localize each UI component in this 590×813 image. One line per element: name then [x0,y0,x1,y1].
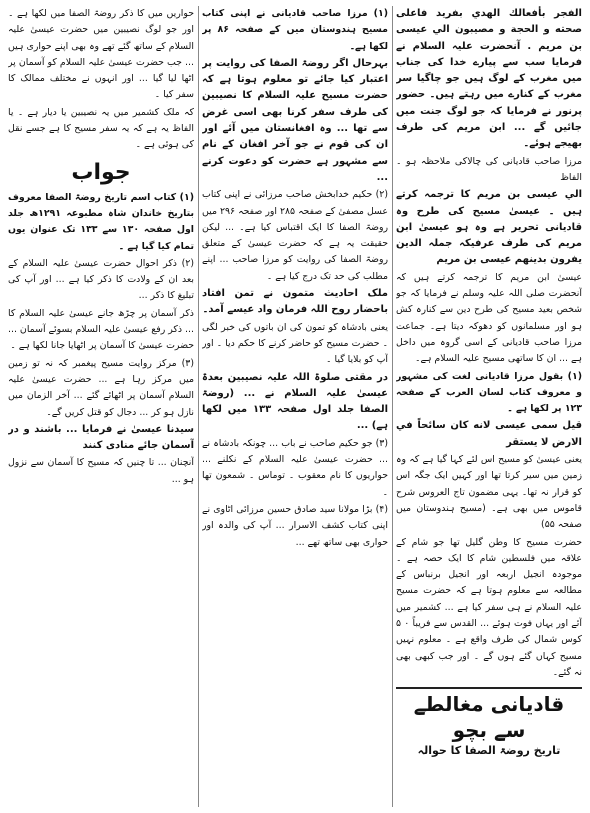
middle-para-7: (۳) جو حکیم صاحب نے باب ... چونکہ بادشاہ نے ... حضرت عیسیٰ علیہ السلام کے نکلنے ... حواریوں کا نام معقوب ۔ توماس ۔ شمعون تھا ۔ [202,437,388,498]
right-para-4: عیسیٰ ابن مریم کا ترجمہ کرتے ہیں کہ آنحضرت صلی اللہ علیہ وسلم نے فرمایا کہ جو شخص بعید مسیح کی طرح دین سے کنارہ کش ہو اور مسلمانوں کو دھوکہ دیتا ہے۔ جماعت مرزا صاحب قادیانی کے اسی گروہ میں داخل ہے ... ان کا ساتھی مسیح علیہ السلام ہے۔ [396,271,582,365]
middle-para-8: (۴) بڑا مولانا سید صادق حسین مرزائی اٹاوی نے اپنی کتاب کشف الاسرار ... آپ کی والدہ اور حواری بھی ساتھ تھے ... [202,503,388,548]
middle-para-6: در مقتی صلوۃ اللہ علیہ نصیبین بعدۃ عیسیٰ علیہ السلام نے ... (روضۃ الصفا جلد اول صفحہ ۱۳۳ میں لکھا ہے) ... [202,371,388,432]
headline-subtitle: تاریخ روضۃ الصفا کا حوالہ [417,744,561,758]
right-para-8: حضرت مسیح کا وطن گلیل تھا جو شام کے علاقہ میں فلسطین شام کا ایک حصہ ہے ۔ موجودہ انجیل اربعہ اور انجیل برنباس کے مطالعہ سے معلوم ہوتا ہے کہ حضرت مسیح علیہ السلام نے ہی سفر کیا ہے ... کشمیر میں آئے اور یہاں فوت ہوئے ... القدس سے فریباً ۰ ۵ کوس شمال کی طرف واقع ہے ۔ معلوم نہیں مسیح کہاں گئے ہوں گے ۔ اور جب کبھی بھی نہ گئے۔ [396,536,582,678]
middle-column [202,6,388,807]
middle-para-4: ملک احادیث متمون نے تمن افتاد باحضار روح اللہ فرمان واد عیسے آمد۔ [202,288,388,316]
left-para-8: آنچنان ... تا چنیں کہ مسیح کا آسمان سے نزول ہو ... [8,457,194,485]
headline-box [396,687,582,759]
right-para-2: مرزا صاحب قادیانی کی چالاکی ملاحظہ ہو ۔ الفاظ [396,155,582,183]
headline-title: قادیانی مغالطے سے بچو [413,692,565,743]
left-para-4: (۲) ذکر احوال حضرت عیسیٰ علیہ السلام کے بعد ان کے ولادت کا ذکر کیا ہے ... اور آپ کی تبلیغ کا ذکر ... [8,257,194,302]
left-column [8,6,194,807]
column-divider [392,6,393,807]
right-para-3: الي عيسى بن مريم کا ترجمہ کرتے ہیں ۔ عیسیٰ مسیح کی طرح وہ قادیانی تحریر ہے وہ ہو عیسیٰ ابن مریم کی طرف عرفیکہ جملہ الدين يفرون بدينهم عيسى بن مريم [396,189,582,266]
left-para-2: کہ ملک کشمیر میں یہ نصیبین یا دیار ہے ۔ یا الفاظ یہ ہے کہ یہ سفر مسیح کا ہے جسے نقل کی ہوئی ہے ۔ [8,106,194,151]
left-para-3: (۱) کتاب اسم تاریخ روضۃ الصفا معروف بتاریخ خاندان شاہ مطبوعہ ۱۲۹۱ھ جلد اول صفحہ ۱۳۰ سے ۱۳۳ تک عنوان یوں تمام کیا گیا ہے ۔ [8,191,194,252]
column-divider [198,6,199,807]
middle-para-5: یعنی بادشاہ کو تمون کی ان باتوں کی خبر لگی ۔ حضرت مسیح کو حاضر کرنے کا حکم دیا ۔ اور آپ کو بلایا گیا ۔ [202,321,388,366]
left-para-1: حواریں میں کا ذکر روضۃ الصفا میں لکھا ہے ۔ اور جو لوگ نصیبین میں حضرت عیسیٰ علیہ السلام کے ساتھ گئے تھے وہ بھی اپنے حواری ہیں ... جب حضرت عیسیٰ علیہ السلام کو آسمان پر اٹھا لیا گیا ... اور انہوں نے مختلف ممالک کا سفر کیا ۔ [8,8,194,101]
left-para-5: ذکر آسمان پر چڑھ جانے عیسیٰ علیہ السلام کا ... ذکر رفع عیسیٰ علیہ السلام بسوئے آسمان ... حضرت عیسیٰ کا آسمان پر اٹھایا جانا لکھا ہے ۔ [8,307,194,352]
right-para-6: قيل سمى عيسى لانه كان سائحاً في الارض لا يستقر [396,420,582,448]
middle-para-1: (۱) مرزا صاحب قادیانی نے اپنی کتاب مسیح ہندوستان میں کے صفحہ ۸۶ پر لکھا ہے۔ [202,8,388,52]
middle-para-2: بہرحال اگر روضۃ الصفا کی روایت پر اعتبار کیا جائے تو معلوم ہوتا ہے کہ حضرت مسیح علیہ السلام کا نصیبین کی طرف سفر کرنا بھی اسی غرض سے تھا ... وہ افغانستان میں آئے اور ان کی قوم نے جو آخر افغان کے نام سے مشہور ہے حضرت کو دعوت کرنے ... [202,57,388,183]
answer-heading: جواب [71,159,131,185]
left-para-6: (۳) مرکز روایت مسیح پیغمبر کہ نہ تو زمین میں مرکز رہا ہے ... حضرت عیسیٰ علیہ السلام آسمان پر اٹھائے گئے ... آخر الزمان میں نازل ہو کر ... دجال کو قتل کریں گے۔ [8,357,194,418]
right-column [396,6,582,807]
right-para-1: الفجر بأفعالك الهدي بفريد فاعلى صحته و الحجة و مصيبون الي عيسى بن مريم . آنحضرت علیہ السلام نے فرمایا سب سے پیارے خدا کی جناب میں مغرب کے لوگ ہیں جو چاگیا سر مغرب کے کنارے میں رہتے ہیں۔ حضور پرنور نے فرمایا کہ جو لوگ جنت میں جائیں گے ... ابن مریم کی طرف بھیجے ہوئے۔ [396,8,582,150]
left-para-7: سیدنا عیسیٰ نے فرمایا ... باشند و در آسمان جائے منادی کنند [8,423,194,452]
right-para-5: (۱) بقول مرزا قادیانی لغت کی مشہور و معروف کتاب لسان العرب کے صفحہ ۱۲۳ پر لکھا ہے ۔ [396,370,582,415]
right-para-7: یعنی عیسیٰ کو مسیح اس لئے کہا گیا ہے کہ وہ زمین میں سیر کرتا تھا اور کہیں ایک جگہ اس کو قرار نہ تھا۔ یہی مضمون تاج العروس شرح قاموس میں بھی ہے۔ (مسیح ہندوستان میں صفحہ ۵۵) [396,454,582,531]
middle-para-3: (۲) حکیم خدابخش صاحب مرزائی نے اپنی کتاب عسل مصفیٰ کے صفحہ ۲۸۵ اور صفحہ ۲۹۶ میں روضۃ الصفا کا ایک اقتباس کیا ہے۔ ... لیکن حقیقت یہ ہے کہ حضرت عیسیٰ کے متعلق روضۃ الصفا کی روایت کو مرزا صاحب ... اپنے مطلب کی حد تک درج کیا ہے ۔ [202,189,388,282]
